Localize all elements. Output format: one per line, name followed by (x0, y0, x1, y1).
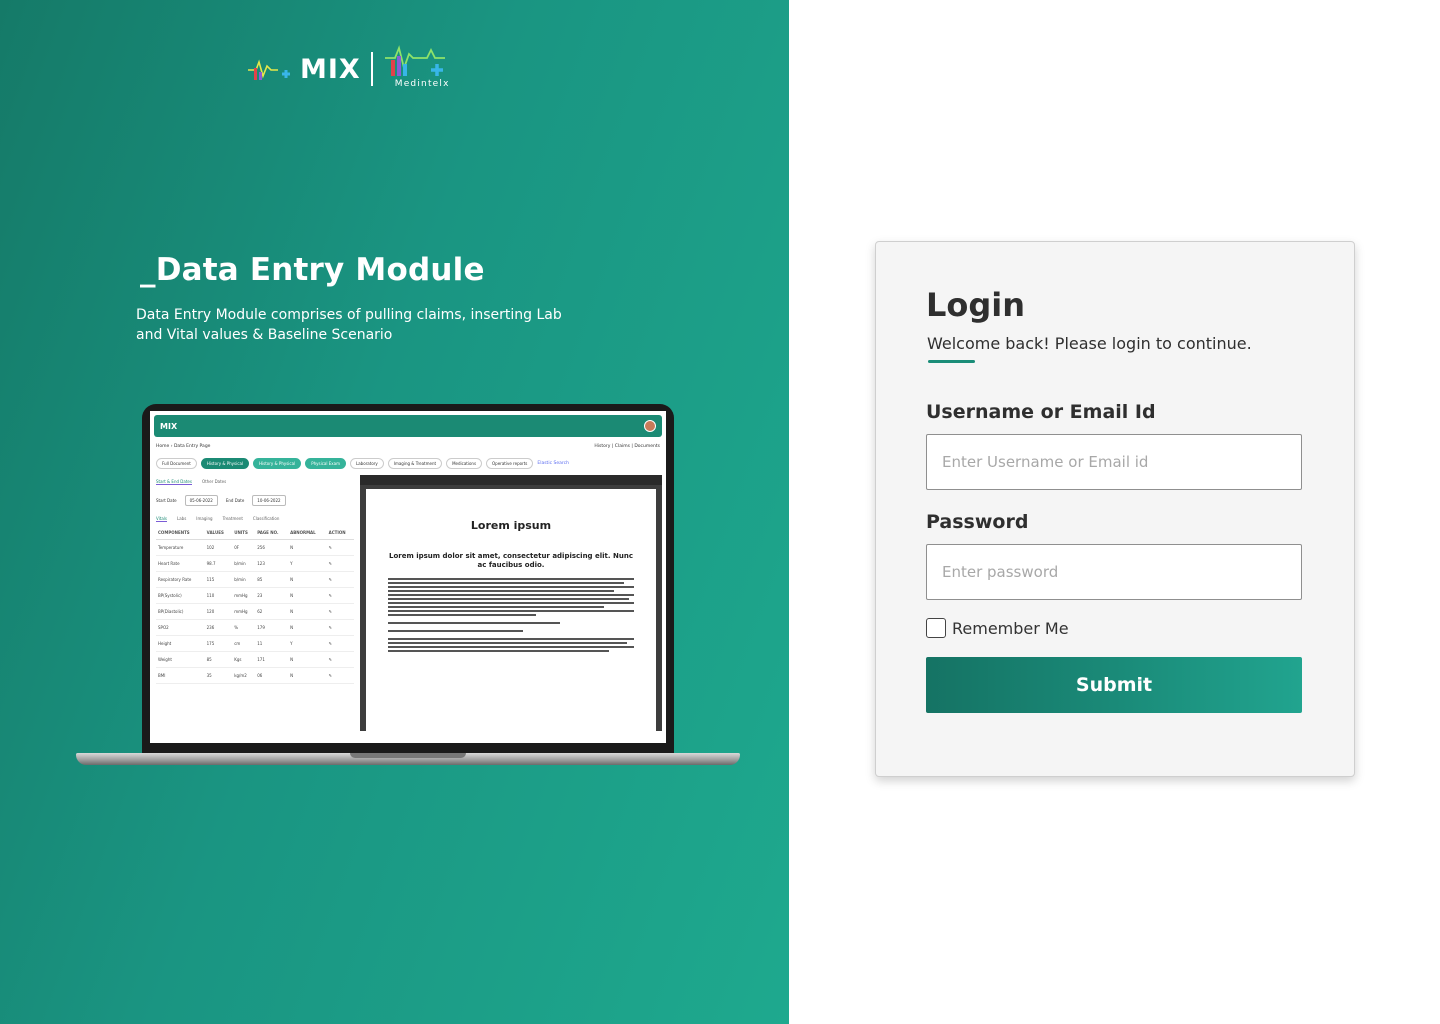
text-line (388, 650, 609, 652)
pdf-subtitle: Lorem ipsum dolor sit amet, consectetur adipiscing elit. Nunc ac faucibus odio. (389, 552, 633, 569)
table-cell: Respiratory Rate (156, 572, 205, 588)
tab-imaging-sub: Imaging (196, 516, 213, 521)
tab-labs: Labs (176, 516, 187, 521)
table-cell: mmHg (232, 588, 255, 604)
mockup-body (150, 471, 666, 731)
password-label: Password (926, 511, 1029, 533)
edit-icon: ✎ (327, 604, 354, 620)
date-row (156, 489, 354, 512)
table-cell: N (288, 540, 327, 556)
edit-icon: ✎ (327, 540, 354, 556)
username-input[interactable] (926, 434, 1302, 490)
text-line (388, 642, 627, 644)
edit-icon: ✎ (327, 556, 354, 572)
table-cell: b/min (232, 556, 255, 572)
tab-full-document: Full Document (156, 458, 197, 469)
submit-button[interactable]: Submit (926, 657, 1302, 713)
medintelx-icon (383, 44, 453, 78)
table-header-row (156, 526, 354, 540)
remember-me-checkbox[interactable] (926, 618, 946, 638)
table-cell: Y (288, 556, 327, 572)
date-tabs (156, 475, 354, 489)
table-cell: 62 (255, 604, 288, 620)
brand-logo (248, 44, 453, 94)
edit-icon: ✎ (327, 620, 354, 636)
table-row (156, 540, 354, 556)
table-cell: Temperature (156, 540, 205, 556)
login-card (875, 241, 1355, 777)
table-cell: BMI (156, 668, 205, 684)
title-underline (928, 360, 975, 363)
home-link: Home (156, 443, 170, 449)
brand-divider (371, 52, 373, 86)
table-cell: 23 (255, 588, 288, 604)
table-cell: % (232, 620, 255, 636)
table-cell: b/min (232, 572, 255, 588)
tab-treatment: Treatment (222, 516, 243, 521)
password-input[interactable] (926, 544, 1302, 600)
table-cell: 236 (205, 620, 233, 636)
pdf-page (366, 489, 656, 731)
pdf-toolbar (360, 475, 662, 485)
pulse-logo-icon (248, 54, 294, 84)
tab-medications: Medications (446, 458, 482, 469)
text-line (388, 606, 604, 608)
table-cell: N (288, 572, 327, 588)
text-line (388, 646, 634, 648)
column-header: COMPONENTS (156, 526, 205, 540)
text-line (388, 578, 634, 580)
text-line (388, 614, 536, 616)
laptop-screen (150, 411, 666, 743)
table-cell: Heart Rate (156, 556, 205, 572)
tab-start-end: Start & End Dates (156, 479, 192, 484)
mockup-tabs (150, 455, 666, 471)
vitals-pane (150, 471, 360, 731)
text-line (388, 598, 629, 600)
tab-history-physical: History & Physical (201, 458, 249, 469)
table-cell: 115 (205, 572, 233, 588)
table-cell: 175 (205, 636, 233, 652)
text-line (388, 586, 634, 588)
end-date-label: End Date (225, 498, 245, 503)
claims-link: Claims (614, 443, 630, 449)
laptop-lid (142, 404, 674, 760)
table-row (156, 668, 354, 684)
text-line (388, 638, 634, 640)
elastic-search-link: Elastic Search (537, 460, 569, 466)
laptop-mockup (76, 404, 740, 776)
column-header: ABNORMAL (288, 526, 327, 540)
table-row (156, 652, 354, 668)
table-cell: mmHg (232, 604, 255, 620)
table-row (156, 556, 354, 572)
table-cell: Y (288, 636, 327, 652)
tab-operative: Operative reports (486, 458, 533, 469)
tab-history-physical-2: History & Physical (253, 458, 301, 469)
medintelx-text: Medintelx (394, 79, 450, 89)
remember-me[interactable] (926, 618, 1069, 638)
brand-name: MIX (300, 53, 361, 85)
table-cell: 171 (255, 652, 288, 668)
edit-icon: ✎ (327, 636, 354, 652)
table-row (156, 636, 354, 652)
table-cell: 06 (255, 668, 288, 684)
tab-vitals: Vitals (156, 516, 167, 521)
table-cell: N (288, 652, 327, 668)
table-row (156, 620, 354, 636)
edit-icon: ✎ (327, 668, 354, 684)
history-link: History (594, 443, 611, 449)
table-cell: N (288, 604, 327, 620)
table-cell: 85 (205, 652, 233, 668)
login-subtitle: Welcome back! Please login to continue. (927, 334, 1252, 353)
table-cell: 0F (232, 540, 255, 556)
table-cell: BP(Diastolic) (156, 604, 205, 620)
vitals-table (156, 526, 354, 684)
module-description: Data Entry Module comprises of pulling claims, inserting Lab and Vital values & Baseline Scenario (136, 307, 562, 343)
start-date-field: 05-06-2022 (185, 495, 218, 506)
username-label: Username or Email Id (926, 401, 1156, 423)
table-cell: kg/m2 (232, 668, 255, 684)
text-line (388, 610, 634, 612)
table-row (156, 572, 354, 588)
module-title: _Data Entry Module (140, 252, 485, 288)
documents-link: Documents (634, 443, 660, 449)
table-row (156, 604, 354, 620)
avatar (644, 420, 656, 432)
column-header: UNITS (232, 526, 255, 540)
login-title: Login (926, 286, 1026, 324)
column-header: PAGE NO. (255, 526, 288, 540)
page-crumb: Data Entry Page (173, 443, 211, 449)
text-line (388, 590, 614, 592)
edit-icon: ✎ (327, 588, 354, 604)
mockup-logo: MIX (160, 421, 178, 431)
end-date-field: 10-06-2022 (252, 495, 285, 506)
table-cell: Height (156, 636, 205, 652)
pdf-viewer (360, 475, 662, 731)
table-cell: 85 (255, 572, 288, 588)
table-cell: SPO2 (156, 620, 205, 636)
medintelx-logo (383, 44, 453, 94)
table-row (156, 588, 354, 604)
table-cell: BP(Systolic) (156, 588, 205, 604)
start-date-label: Start Date (156, 498, 177, 503)
mockup-header (154, 415, 662, 437)
table-cell: N (288, 588, 327, 604)
tab-physical-exam: Physical Exam (305, 458, 346, 469)
remember-me-label[interactable]: Remember Me (952, 618, 1069, 638)
table-cell: 110 (205, 588, 233, 604)
table-cell: 35 (205, 668, 233, 684)
text-line (388, 582, 624, 584)
table-cell: cm (232, 636, 255, 652)
tab-imaging: Imaging & Treatment (388, 458, 442, 469)
column-header: VALUES (205, 526, 233, 540)
table-cell: 256 (255, 540, 288, 556)
table-cell: Weight (156, 652, 205, 668)
text-line (388, 594, 634, 596)
column-header: ACTION (327, 526, 354, 540)
table-cell: N (288, 620, 327, 636)
table-cell: 123 (255, 556, 288, 572)
tab-other-dates: Other Dates (201, 479, 227, 484)
laptop-notch (350, 753, 466, 758)
table-cell: 11 (255, 636, 288, 652)
tab-classification: Classification (252, 516, 280, 521)
tab-laboratory: Laboratory (350, 458, 384, 469)
pdf-title: Lorem ipsum (470, 519, 552, 532)
table-cell: 102 (205, 540, 233, 556)
text-line (388, 602, 634, 604)
table-cell: 120 (205, 604, 233, 620)
text-line (388, 622, 560, 624)
table-cell: 98.7 (205, 556, 233, 572)
edit-icon: ✎ (327, 652, 354, 668)
table-cell: Kgs (232, 652, 255, 668)
vitals-tabs (156, 512, 354, 526)
table-cell: 179 (255, 620, 288, 636)
edit-icon: ✎ (327, 572, 354, 588)
table-cell: N (288, 668, 327, 684)
text-line (388, 630, 523, 632)
mockup-breadcrumb: Home › Data Entry Page History | Claims | Documents (156, 443, 660, 449)
